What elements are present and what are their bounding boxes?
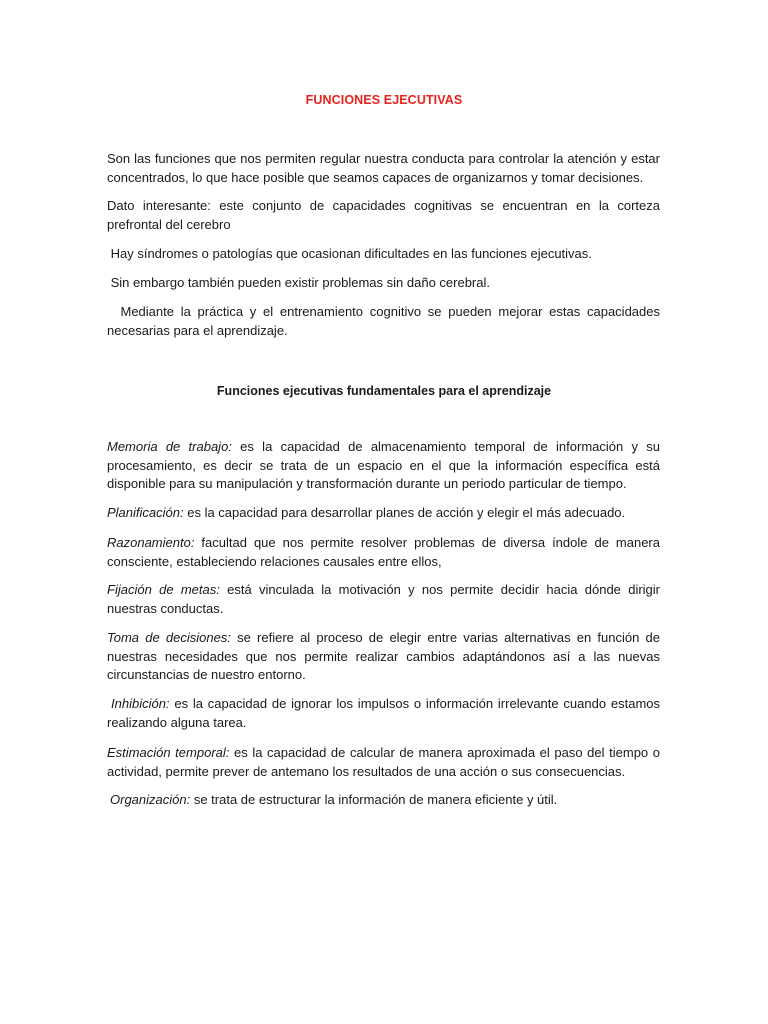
definition-term: Razonamiento: [107,535,195,550]
definition-text: es la capacidad de calcular de manera aproximada el paso del tiempo o actividad, permite prever de antemano los resultados de una acción o sus consecuencias. [107,745,660,779]
definition-paragraph [107,695,660,732]
intro-paragraph: Dato interesante: este conjunto de capacidades cognitivas se encuentran en la corteza prefrontal del cerebro [107,198,660,232]
definition-paragraph [107,581,660,618]
definition-term: Fijación de metas: [107,582,220,597]
intro-paragraph: Mediante la práctica y el entrenamiento cognitivo se pueden mejorar estas capacidades necesarias para el aprendizaje. [107,304,664,338]
definition-text: facultad que nos permite resolver problemas de diversa índole de manera consciente, estableciendo relaciones causales entre ellos, [107,535,660,569]
definition-paragraph [107,629,660,685]
definition-term: Toma de decisiones: [107,630,231,645]
definition-text: se refiere al proceso de elegir entre varias alternativas en función de nuestras necesidades que nos permite realizar cambios adaptándonos así a las nuevas circunstancias de nuestro entorno. [107,630,661,682]
definition-term: Planificación: [107,505,184,520]
definition-paragraph [107,791,660,810]
definition-term: Inhibición: [111,696,170,711]
intro-paragraph: Hay síndromes o patologías que ocasionan dificultades en las funciones ejecutivas. [107,246,592,261]
intro-paragraph: Son las funciones que nos permiten regular nuestra conducta para controlar la atención y estar concentrados, lo que hace posible que seamos capaces de organizarnos y tomar decisiones. [107,151,660,185]
definition-term: Memoria de trabajo: [107,439,232,454]
definition-term: Organización: [110,792,191,807]
definition-text: es la capacidad de ignorar los impulsos o información irrelevante cuando estamos realizando alguna tarea. [107,696,660,730]
definition-paragraph [107,438,660,494]
definition-text: está vinculada la motivación y nos permite decidir hacia dónde dirigir nuestras conductas. [107,582,660,616]
definition-text: es la capacidad de almacenamiento temporal de información y su procesamiento, es decir se trata de un espacio en el que la información específica está disponible para su manipulación y transformación durante un periodo particular de tiempo. [107,439,660,491]
definition-text: se trata de estructurar la información de manera eficiente y útil. [190,792,558,807]
definition-text: es la capacidad para desarrollar planes de acción y elegir el más adecuado. [183,505,626,520]
document-title: FUNCIONES EJECUTIVAS [305,93,463,107]
intro-paragraph: Sin embargo también pueden existir problemas sin daño cerebral. [107,275,490,290]
definition-term: Estimación temporal: [107,745,230,760]
section-heading: Funciones ejecutivas fundamentales para el aprendizaje [216,384,552,398]
definition-paragraph [107,504,660,523]
definition-paragraph [107,534,660,571]
definition-paragraph [107,744,660,781]
